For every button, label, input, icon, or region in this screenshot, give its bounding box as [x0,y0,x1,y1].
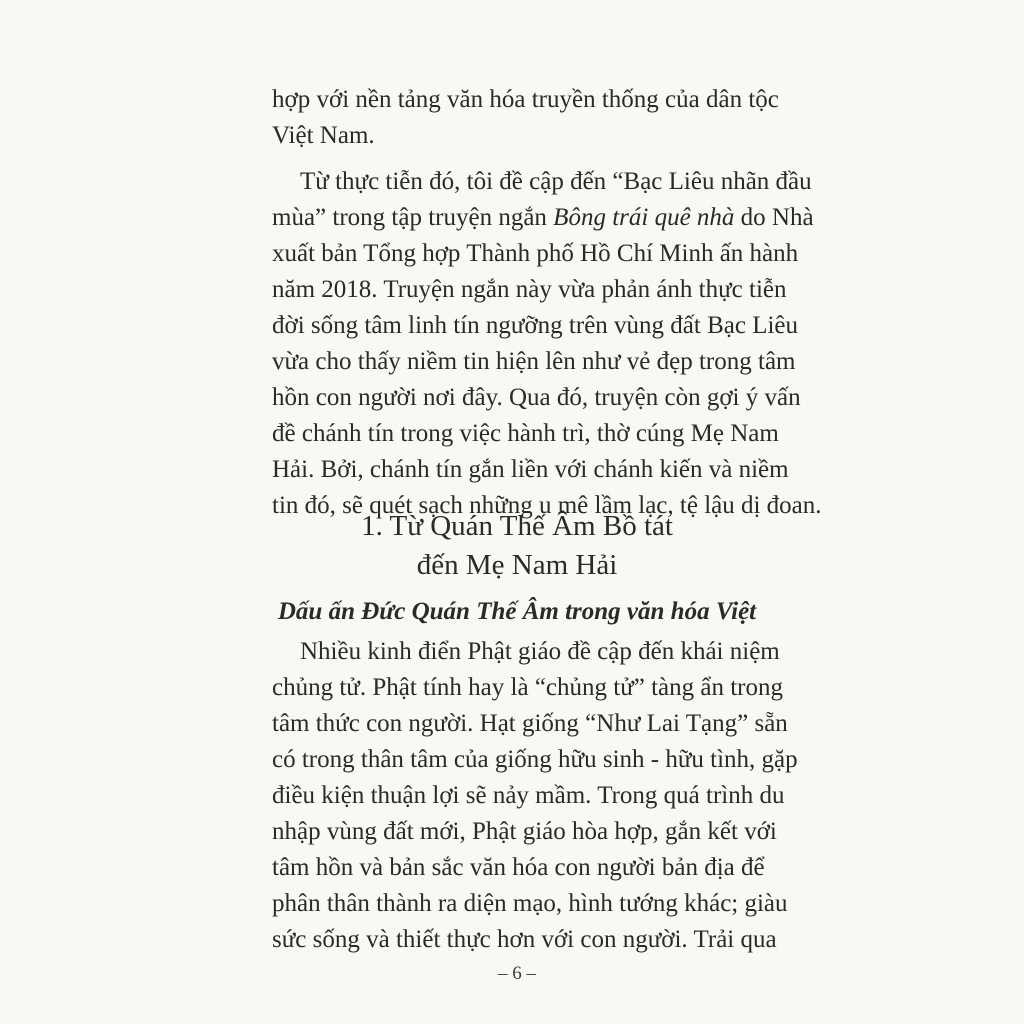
text-line: tâm hồn và bản sắc văn hóa con người bản địa để [272,854,765,881]
text-line: chủng tử. Phật tính hay là “chủng tử” tàng ẩn trong [272,674,784,701]
text-line: vừa cho thấy niềm tin hiện lên như vẻ đẹp trong tâm [272,348,796,375]
page-number: – 6 – [498,963,536,984]
text-line: đề chánh tín trong việc hành trì, thờ cúng Mẹ Nam [272,420,779,447]
text-line: đời sống tâm linh tín ngưỡng trên vùng đất Bạc Liêu [272,312,799,339]
section-heading-line2: đến Mẹ Nam Hải [416,549,618,581]
section-heading-line1: 1. Từ Quán Thế Âm Bồ tát [361,510,673,542]
text-line: Từ thực tiễn đó, tôi đề cập đến “Bạc Liêu nhãn đầu [300,168,812,195]
text-line: Việt Nam. [272,122,375,149]
text-line: tâm thức con người. Hạt giống “Như Lai Tạng” sẵn [272,710,788,737]
text-line: sức sống và thiết thực hơn với con người. Trải qua [272,926,777,953]
book-title-italic: Bông trái quê nhà [553,204,735,231]
text-line: năm 2018. Truyện ngắn này vừa phản ánh thực tiễn [272,276,787,303]
text-span: do Nhà [734,204,814,231]
text-line: Nhiều kinh điển Phật giáo đề cập đến khái niệm [300,638,780,665]
text-line: phân thân thành ra diện mạo, hình tướng khác; giàu [272,890,788,917]
text-line: tin đó, sẽ quét sạch những u mê lầm lạc, tệ lậu dị đoan. [272,492,822,519]
text-span: mùa” trong tập truyện ngắn [272,204,554,231]
text-line: nhập vùng đất mới, Phật giáo hòa hợp, gắn kết với [272,818,777,845]
text-line: hợp với nền tảng văn hóa truyền thống của dân tộc [272,86,779,113]
text-line: Hải. Bởi, chánh tín gắn liền với chánh kiến và niềm [272,456,789,483]
text-line: có trong thân tâm của giống hữu sinh - hữu tình, gặp [272,746,798,773]
text-line: hồn con người nơi đây. Qua đó, truyện còn gợi ý vấn [272,384,801,411]
text-line: xuất bản Tổng hợp Thành phố Hồ Chí Minh ấn hành [272,240,799,267]
text-line: điều kiện thuận lợi sẽ nảy mầm. Trong quá trình du [272,782,785,809]
text-line [272,200,814,236]
subsection-heading: Dấu ấn Đức Quán Thế Âm trong văn hóa Việt [277,598,757,625]
